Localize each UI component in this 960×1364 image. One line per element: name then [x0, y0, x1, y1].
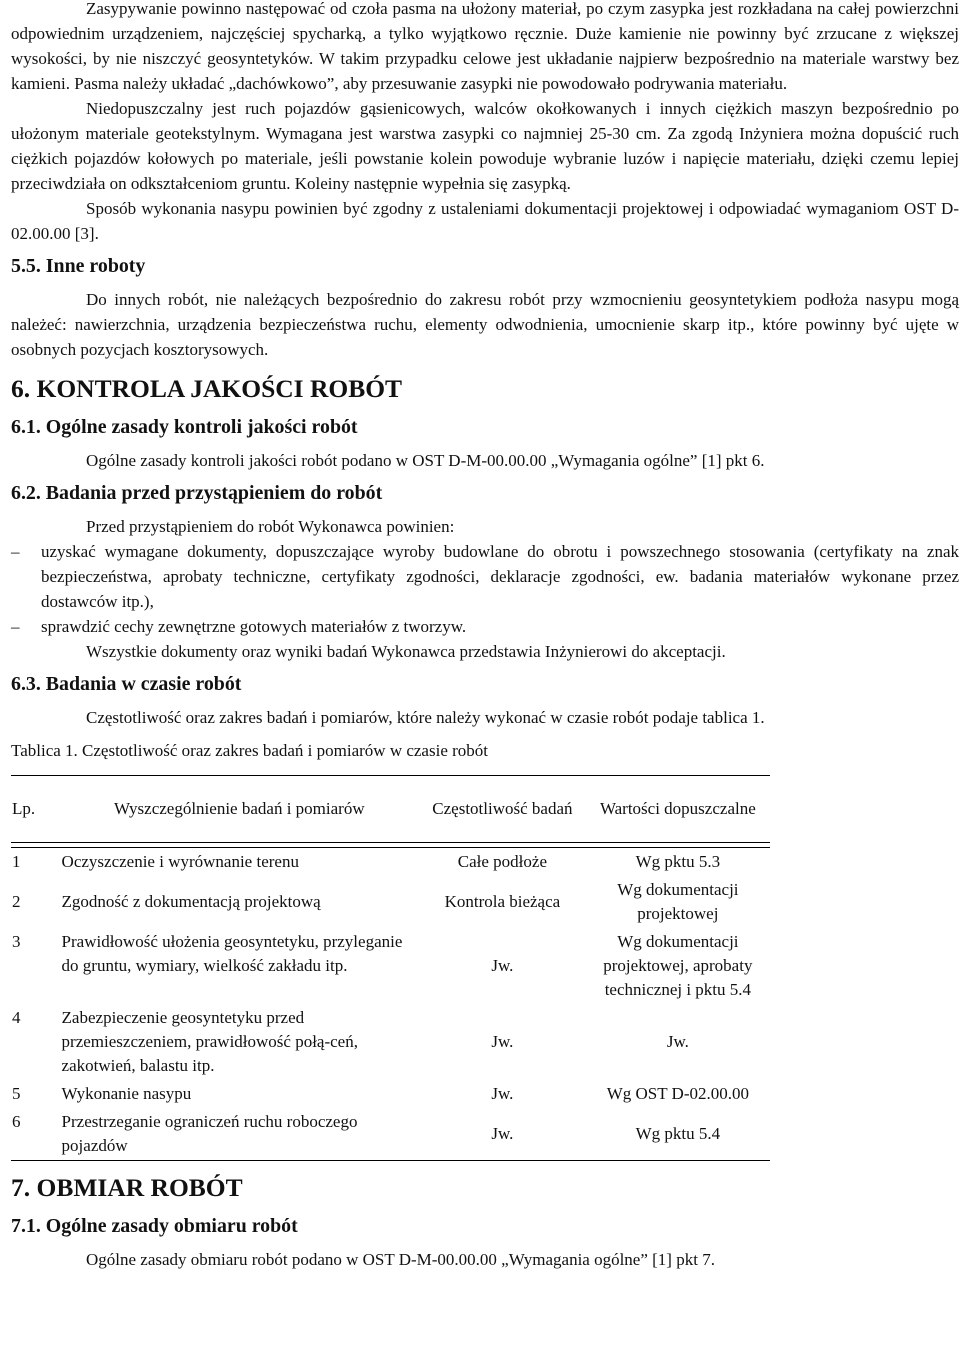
paragraph-embankment-method: Sposób wykonania nasypu powinien być zgodny z ustaleniami dokumentacji projektowej i odpowiadać wymaganiom OST D-02.00.00 [3].: [11, 199, 959, 243]
row-frequency: Całe podłoże: [457, 852, 547, 871]
row-number: 3: [12, 932, 21, 951]
row-frequency: Jw.: [491, 1084, 514, 1103]
row-number: 4: [12, 1008, 21, 1027]
heading-6: 6. KONTROLA JAKOŚCI ROBÓT: [11, 374, 403, 403]
row-allowed-value: Jw.: [666, 1032, 689, 1051]
table-row: [11, 1004, 770, 1080]
row-allowed-value: Wg pktu 5.4: [586, 1108, 770, 1161]
row-number: 6: [11, 1108, 60, 1161]
row-description: Zabezpieczenie geosyntetyku przed przemieszczeniem, prawidłowość połą-ceń, zakotwień, balastu itp.: [61, 1008, 358, 1075]
heading-6-3: 6.3. Badania w czasie robót: [11, 673, 242, 695]
row-description: Zgodność z dokumentacją projektową: [61, 892, 321, 911]
paragraph-before-works-intro: Przed przystąpieniem do robót Wykonawca powinien:: [86, 517, 455, 536]
list-item: – uzyskać wymagane dokumenty, dopuszczające wyroby budowlane do obrotu i powszechnego stosowania (certyfikaty na znak bezpieczeństwa, aprobaty techniczne, certyfikaty zgodności, deklaracje zgodności, ew. badania materiałów wykonane przez dostawców itp.),: [11, 539, 959, 614]
row-number: 2: [12, 892, 21, 911]
heading-5-5: 5.5. Inne roboty: [11, 255, 146, 277]
header-lp: Lp.: [11, 776, 60, 843]
row-frequency: Jw.: [491, 956, 514, 975]
tests-table: [11, 775, 770, 1161]
row-allowed-value: Wg pktu 5.3: [635, 852, 721, 871]
row-frequency: Kontrola bieżąca: [444, 892, 561, 911]
table-row: [11, 1108, 770, 1161]
heading-6-2: 6.2. Badania przed przystąpieniem do robót: [11, 482, 383, 504]
table-row: [11, 928, 770, 1004]
paragraph-backfilling: Zasypywanie powinno następować od czoła pasma na ułożony materiał, po czym zasypka jest rozkładana na całej powierzchni odpowiednim urządzeniem, najczęściej spycharką, a tylko wyjątkowo ręcznie. Duże kamienie nie powinny być zrzucane z większej wysokości, by nie niszczyć geosyntetyków. W takim przypadku celowe jest układanie najpierw bezpośrednio na materiale warstwy bez kamieni. Pasma należy układać „dachówkowo”, aby przesuwanie zasypki nie powodowało podrywania materiału.: [11, 0, 959, 93]
table-row: [11, 876, 770, 928]
table-caption: Tablica 1. Częstotliwość oraz zakres badań i pomiarów w czasie robót: [11, 741, 488, 760]
row-number: 1: [12, 852, 21, 871]
row-description: Oczyszczenie i wyrównanie terenu: [61, 852, 299, 871]
paragraph-tests-during-works: Częstotliwość oraz zakres badań i pomiarów, które należy wykonać w czasie robót podaje tablica 1.: [86, 708, 765, 727]
heading-6-1: 6.1. Ogólne zasady kontroli jakości robót: [11, 416, 358, 438]
paragraph-documents-approval: Wszystkie dokumenty oraz wyniki badań Wykonawca przedstawia Inżynierowi do akceptacji.: [86, 642, 726, 661]
table-row: [11, 848, 770, 877]
header-allowed-values: Wartości dopuszczalne: [586, 776, 770, 843]
paragraph-vehicle-traffic: Niedopuszczalny jest ruch pojazdów gąsienicowych, walców okołkowanych i innych ciężkich maszyn bezpośrednio po ułożonym materiale geotekstylnym. Wymagana jest warstwa zasypki co najmniej 25-30 cm. Za zgodą Inżyniera można dopuścić ruch ciężkich pojazdów kołowych po materiale, jeśli powstanie kolein powoduje wybranie luzów i napięcie materiału, dzięki czemu lepiej przeciwdziała on odkształceniom gruntu. Koleiny następnie wypełnia się zasypką.: [11, 99, 959, 193]
dash-bullet: –: [11, 617, 20, 636]
dash-bullet: –: [11, 542, 20, 561]
row-allowed-value: Wg OST D-02.00.00: [606, 1084, 749, 1103]
row-allowed-value: Wg dokumentacji projektowej, aprobaty technicznej i pktu 5.4: [603, 932, 753, 999]
paragraph-quality-control: Ogólne zasady kontroli jakości robót podano w OST D-M-00.00.00 „Wymagania ogólne” [1] pkt 6.: [86, 451, 765, 470]
paragraph-other-works: Do innych robót, nie należących bezpośrednio do zakresu robót przy wzmocnieniu geosyntetykiem podłoża nasypu mogą należeć: nawierzchnia, urządzenia bezpieczeństwa ruchu, elementy odwodnienia, umocnienie skarp itp., które powinny być ujęte w osobnych pozycjach kosztorysowych.: [11, 290, 959, 359]
row-description: Wykonanie nasypu: [61, 1084, 192, 1103]
row-description: Prawidłowość ułożenia geosyntetyku, przyleganie do gruntu, wymiary, wielkość zakładu itp.: [61, 932, 403, 975]
row-number: 5: [12, 1084, 21, 1103]
list-item: – sprawdzić cechy zewnętrzne gotowych materiałów z tworzyw.: [11, 614, 959, 639]
header-description: Wyszczególnienie badań i pomiarów: [60, 776, 420, 843]
row-description: Przestrzeganie ograniczeń ruchu roboczego pojazdów: [60, 1108, 420, 1161]
table-row: [11, 1080, 770, 1108]
heading-7: 7. OBMIAR ROBÓT: [11, 1173, 243, 1202]
heading-7-1: 7.1. Ogólne zasady obmiaru robót: [11, 1215, 298, 1237]
header-frequency: Częstotliwość badań: [419, 776, 586, 843]
paragraph-measurement: Ogólne zasady obmiaru robót podano w OST D-M-00.00.00 „Wymagania ogólne” [1] pkt 7.: [86, 1250, 715, 1269]
row-frequency: Jw.: [419, 1108, 586, 1161]
row-frequency: Jw.: [491, 1032, 514, 1051]
document-page: [11, 0, 959, 1272]
requirements-list: [11, 539, 959, 639]
table-header-row: [11, 776, 770, 843]
row-allowed-value: Wg dokumentacji projektowej: [617, 880, 739, 923]
